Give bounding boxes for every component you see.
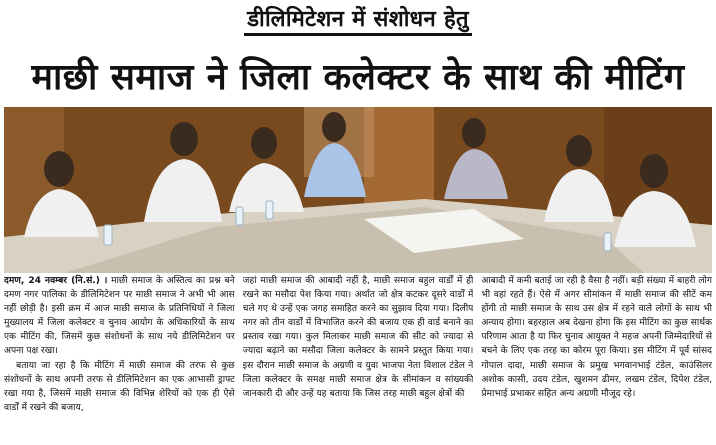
article-paragraph — [4, 274, 235, 359]
article-column-3 — [481, 274, 712, 444]
paragraph-text: माछी समाज के अस्तित्व का प्रश्न बने दमण नगर पालिका के डीलिमिटेशन पर माछी समाज ने अभी भी आस नहीं छोड़ी है। इसी क्रम में आज माछी समाज के प्रतिनिधियों ने जिला मुख्यालय में जिला कलेक्टर व चुनाव आयोग के अधिकारियों के साथ एक मीटिंग की, जिसमें कुछ संशोधनों के साथ नये डीलिमिटेशन पर अपना पक्ष रखा। — [4, 276, 235, 357]
article-paragraph: जहां माछी समाज की आबादी नहीं है, माछी समाज बहुल वार्डों में ही रखने का मसौदा पेश किया गया। अर्थात जो क्षेत्र कटकर दूसरे वार्डों में चले गए थे उन्हें एक जगह समाहित करने का सुझाव दिया गया। दिलीप नगर को तीन वार्डों में विभाजित करने की बजाय एक ही वार्ड बनाने का प्रस्ताव रखा गया। कुल मिलाकर माछी समाज की सीट को ज्यादा से ज्यादा बढ़ाने का मसौदा जिला कलेक्टर के सामने प्रस्तुत किया गया। इस दौरान माछी समाज के अग्रणी व युवा भाजपा नेता विशाल टंडेल ने जिला कलेक्टर के समक्ष माछी समाज क्षेत्र के सीमांकन व सांख्यकी जानकारी दी और उन्हें यह बताया कि जिस तरह माछी बहुल क्षेत्रों की — [242, 276, 474, 399]
kicker-text: डीलिमिटेशन में संशोधन हेतु — [244, 6, 472, 36]
kicker-header — [0, 6, 716, 36]
meeting-photo — [4, 107, 712, 273]
dateline: दमण, 24 नवम्बर (नि.सं.) । — [4, 276, 108, 286]
meeting-photo-illustration — [4, 107, 712, 273]
article-paragraph: आबादी में कमी बताई जा रही है वैसा है नहीं। बड़ी संख्या में बाहरी लोग भी वहां रहते हैं। ऐसे में अगर सीमांकन में माछी समाज की सीटें कम होंगी तो माछी समाज के साथ उस क्षेत्र में रहने वाले लोगों के साथ भी अन्याय होगा। बहरहाल अब देखना होगा कि इस मीटिंग का कुछ सार्थक परिणाम आता है या फिर चुनाव आयुक्त ने महज अपनी जिम्मेदारियों से बचने के लिए एक तरह का कोरम पूरा किया। इस मीटिंग में पूर्व सांसद गोपाल दादा, माछी समाज के प्रमुख भगवानभाई टंडेल, काउंसिलर अशोक कासी, उदय टंडेल, खुशमन ढीमर, लखम टंडेल, दिपेश टंडेल, प्रेमाभाई प्रभाकर सहित अन्य अग्रणी मौजूद रहे। — [481, 276, 713, 399]
article-column-1 — [4, 274, 235, 444]
article-body — [4, 274, 712, 444]
headline: माछी समाज ने जिला कलेक्टर के साथ की मीटिंग — [31, 57, 685, 98]
article-paragraph: बताया जा रहा है कि मीटिंग में माछी समाज की तरफ से कुछ संशोधनों के साथ अपनी तरफ से डीलिमिटेशन का एक आभासी ड्राफ्ट रखा गया है, जिसमें माछी समाज की विभिन्न शेरियों को एक ही ऐसे वार्डों में रखने की बजाय, — [4, 360, 235, 413]
article-column-2 — [243, 274, 474, 444]
